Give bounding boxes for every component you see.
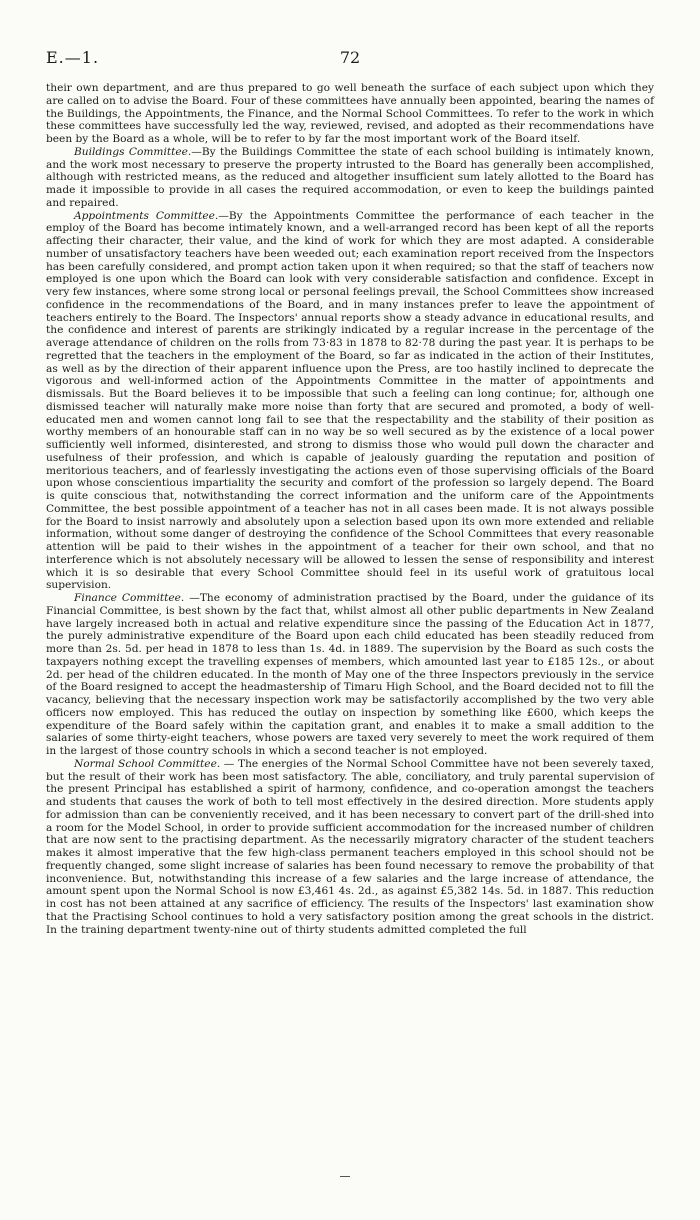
buildings-committee-text: —By the Buildings Committee the state of each school building is intimately known, and the work most necessary to preserve the property intrusted to the Board has generally been accomplished, although with restricted means, as the reduced and altogether insufficient sum lately allotted to the Board has made it impossible to provide in all cases the required accommodation, or even to keep the buildings painted and repaired. [46,145,654,209]
page-number: 72 [339,48,361,67]
footer-mark [340,1176,350,1177]
document-reference: E.—1. [46,48,100,67]
buildings-committee-heading: Buildings Committee. [74,145,192,158]
paragraph-appointments-committee [46,210,654,593]
body-text [46,82,654,936]
normal-school-committee-heading: Normal School Committee. [74,757,221,770]
page-header [46,48,654,70]
paragraph-buildings-committee [46,146,654,210]
paragraph-normal-school-committee [46,758,654,937]
paragraph-finance-committee [46,592,654,758]
finance-committee-heading: Finance Committee. [74,592,185,604]
paragraph-intro-text: their own department, and are thus prepared to go well beneath the surface of each subject upon which they are called on to advise the Board. Four of these committees have annually been appointed, bearing the names of the Buildings, the Appointments, the Finance, and the Normal School Committees. To refer to the work in which these committees have successfully led the way, reviewed, revised, and adopted as their recommendations have been by the Board as a whole, will be to refer to by far the most important work of the Board itself. [46,82,654,145]
paragraph-intro [46,82,654,146]
appointments-committee-heading: Appointments Committee. [74,209,219,222]
normal-school-committee-text: — The energies of the Normal School Committee have not been severely taxed, but the result of their work has been most satisfactory. The able, conciliatory, and truly parental supervision of the present Principal has established a spirit of harmony, confidence, and co-operation amongst the teachers and students that causes the work of both to tell most effectively in the desired direction. More students apply for admission than can be conveniently received, and it has been necessary to convert part of the drill-shed into a room for the Model School, in order to provide sufficient accommodation for the increased number of children that are now sent to the practising department. As the necessarily migratory character of the student teachers makes it almost imperative that the few high-class permanent teachers employed in this school should not be frequently changed, some slight increase of salaries has been found necessary to remove the probability of that inconvenience. But, notwithstanding this increase of a few salaries and the large increase of attendance, the amount spent upon the Normal School is now £3,461 4s. 2d., as against £5,382 14s. 5d. in 1887. This reduction in cost has not been attained at any sacrifice of efficiency. The results of the Inspectors' last examination show that the Practising School continues to hold a very satisfactory position among the great schools in the district. In the training department twenty-nine out of thirty students admitted completed the full [46,757,654,936]
finance-committee-text: —The economy of administration practised by the Board, under the guidance of its Financial Committee, is best shown by the fact that, whilst almost all other public departments in New Zealand have largely increased both in actual and relative expenditure since the passing of the Education Act in 1877, the purely administrative expenditure of the Board upon each child educated has been steadily reduced from more than 2s. 5d. per head in 1878 to less than 1s. 4d. in 1889. The supervision by the Board as such costs the taxpayers nothing except the travelling expenses of members, which amounted last year to £185 12s., or about 2d. per head of the children educated. In the month of May one of the three Inspectors previously in the service of the Board resigned to accept the headmastership of Timaru High School, and the Board decided not to fill the vacancy, believing that the necessary inspection work may be satisfactorily accomplished by the two very able officers now employed. This has reduced the outlay on inspection by something like £600, which keeps the expenditure of the Board safely within the capitation grant, and enables it to make a small addition to the salaries of some thirty-eight teachers, whose powers are taxed very severely to meet the work required of them in the largest of those country schools in which a second teacher is not employed. [46,592,654,757]
appointments-committee-text: —By the Appointments Committee the performance of each teacher in the employ of the Board has become intimately known, and a well-arranged record has been kept of all the reports affecting their character, their value, and the kind of work for which they are most adapted. A considerable number of unsatisfactory teachers have been weeded out; each examination report received from the Inspectors has been carefully considered, and prompt action taken upon it when required; so that the staff of teachers now employed is one upon which the Board can look with very considerable satisfaction and confidence. Except in very few instances, where some strong local or personal feelings prevail, the School Committees show increased confidence in the recommendations of the Board, and in many instances prefer to leave the appointment of teachers entirely to the Board. The Inspectors' annual reports show a steady advance in educational results, and the confidence and interest of parents are strikingly indicated by a regular increase in the percentage of the average attendance of children on the rolls from 73·83 in 1878 to 82·78 during the past year. It is perhaps to be regretted that the teachers in the employment of the Board, so far as indicated in the action of their Institutes, as well as by the direction of their apparent influence upon the Press, are too hastily inclined to deprecate the vigorous and well-informed action of the Appointments Committee in the matter of appointments and dismissals. But the Board believes it to be impossible that such a feeling can long continue; for, although one dismissed teacher will naturally make more noise than forty that are secured and promoted, a body of well-educated men and women cannot long fail to see that the respectability and the stability of their position as worthy members of an honourable staff can in no way be so well secured as by the existence of a local power sufficiently well informed, disinterested, and strong to dismiss those who would pull down the character and usefulness of their profession, and which is capable of jealously guarding the reputation and position of meritorious teachers, and of fearlessly investigating the actions even of those supervising officials of the Board upon whose conscientious impartiality the security and comfort of the profession so largely depend. The Board is quite conscious that, notwithstanding the correct information and the uniform care of the Appointments Committee, the best possible appointment of a teacher has not in all cases been made. It is not always possible for the Board to insist narrowly and absolutely upon a selection based upon its own more extended and reliable information, without some danger of destroying the confidence of the School Committees that every reasonable attention will be paid to their wishes in the appointment of a teacher for their own school, and that no interference which is not absolutely necessary will be allowed to lessen the sense of responsibility and interest which it is so desirable that every School Committee should feel in its useful work of gratuitous local supervision. [46,209,654,592]
